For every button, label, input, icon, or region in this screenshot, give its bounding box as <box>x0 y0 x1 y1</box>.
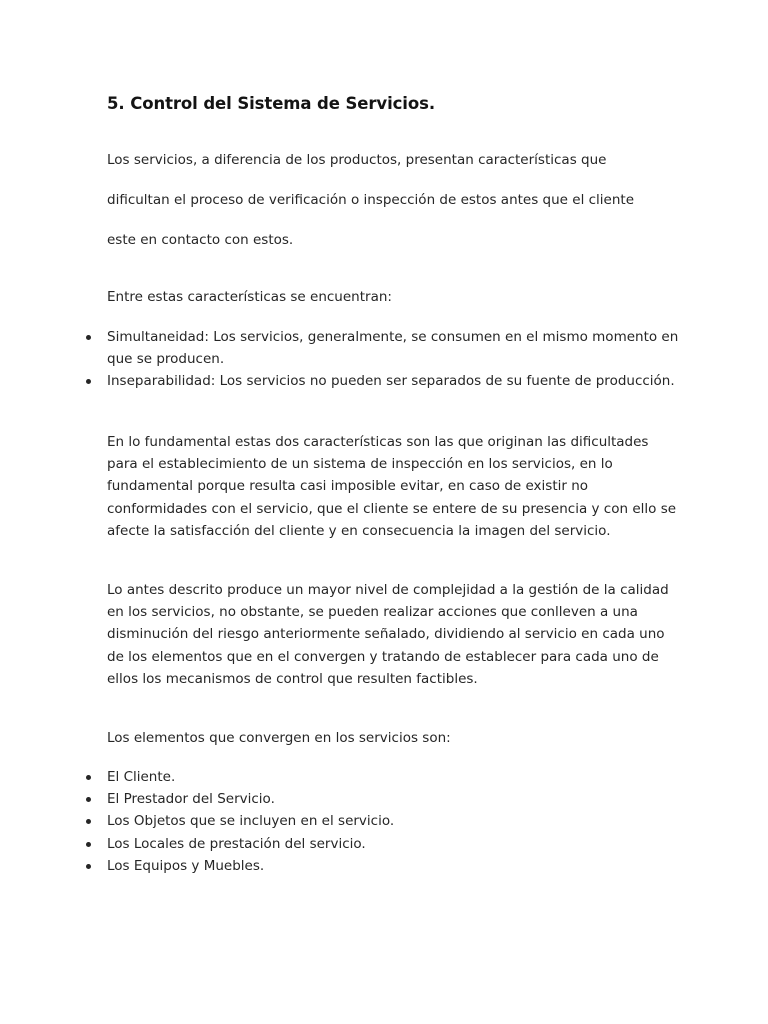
intro-paragraph <box>107 149 687 269</box>
intro-line: Los servicios, a diferencia de los productos, presentan características que <box>107 152 607 168</box>
element-text: Los Objetos que se incluyen en el servicio. <box>107 813 395 830</box>
list-item <box>0 326 682 370</box>
bullet-icon <box>86 379 91 384</box>
bullet-icon <box>86 335 91 340</box>
element-text: Los Locales de prestación del servicio. <box>107 835 366 852</box>
bullet-icon <box>86 864 91 869</box>
intro-line: este en contacto con estos. <box>107 232 294 248</box>
bullet-icon <box>86 797 91 802</box>
characteristics-list <box>0 326 768 393</box>
intro-line: dificultan el proceso de verificación o inspección de estos antes que el cliente <box>107 192 635 208</box>
paragraph-fundamental: En lo fundamental estas dos características son las que originan las dificultades para el establecimiento de un sistema de inspección en los servicios, en lo fundamental porque resulta casi imposible evitar, en caso de existir no conformidades con el servicio, que el cliente se entere de su presencia y con ello se afecte la satisfacción del cliente y en consecuencia la imagen del servicio. <box>107 434 677 539</box>
list-item <box>0 766 682 788</box>
characteristics-intro: Entre estas características se encuentran: <box>107 289 392 305</box>
list-item <box>0 810 682 832</box>
characteristic-text: Simultaneidad: Los servicios, generalmente, se consumen en el mismo momento en que se producen. <box>107 329 679 368</box>
element-text: El Cliente. <box>107 769 176 785</box>
elements-intro: Los elementos que convergen en los servicios son: <box>107 730 451 746</box>
element-text: El Prestador del Servicio. <box>107 791 275 808</box>
paragraph-complexity: Lo antes descrito produce un mayor nivel de complejidad a la gestión de la calidad en los servicios, no obstante, se pueden realizar acciones que conlleven a una disminución del riesgo anteriormente señalado, dividiendo al servicio en cada uno de los elementos que en el convergen y tratando de establecer para cada uno de ellos los mecanismos de control que resulten factibles. <box>107 582 669 687</box>
bullet-icon <box>86 819 91 824</box>
list-item <box>0 788 682 810</box>
characteristic-text: Inseparabilidad: Los servicios no pueden ser separados de su fuente de producción. <box>107 373 675 390</box>
list-item <box>0 833 682 855</box>
element-text: Los Equipos y Muebles. <box>107 857 265 874</box>
document-title: 5. Control del Sistema de Servicios. <box>107 94 435 113</box>
bullet-icon <box>86 775 91 780</box>
bullet-icon <box>86 842 91 847</box>
elements-list <box>0 766 768 877</box>
list-item <box>0 855 682 877</box>
list-item <box>0 370 682 392</box>
